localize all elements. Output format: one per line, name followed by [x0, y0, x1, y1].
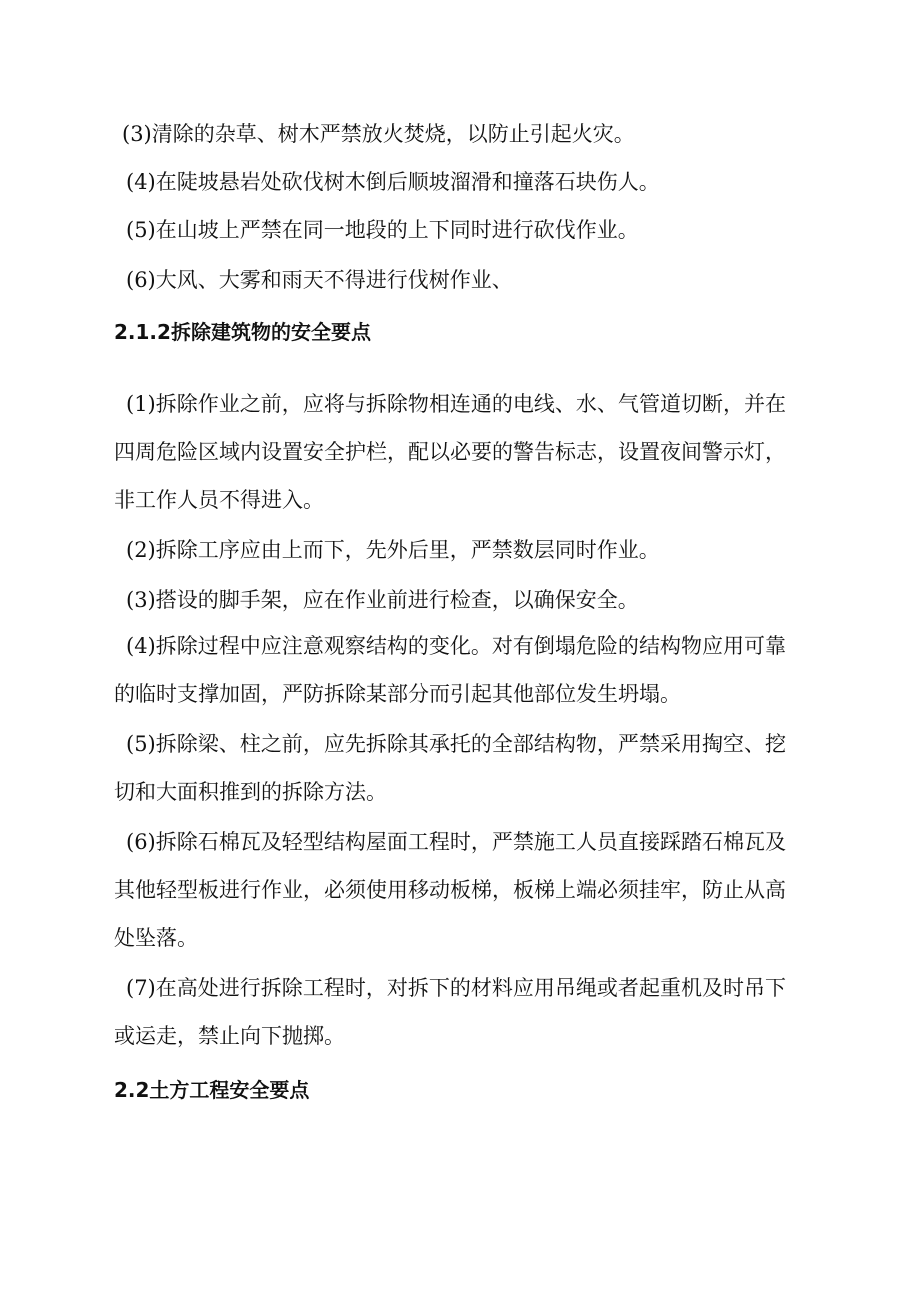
item-b1: (1)拆除作业之前，应将与拆除物相连通的电线、水、气管道切断，并在四周危险区域内设置安全护栏，配以必要的警告标志，设置夜间警示灯，非工作人员不得进入。: [114, 392, 786, 512]
section-heading-2-1-2: 2.1.2拆除建筑物的安全要点: [114, 320, 371, 344]
item-a3: (3)清除的杂草、树木严禁放火焚烧，以防止引起火灾。: [122, 122, 635, 146]
item-a4: (4)在陡坡悬岩处砍伐树木倒后顺坡溜滑和撞落石块伤人。: [126, 170, 660, 194]
item-a6: (6)大风、大雾和雨天不得进行伐树作业、: [126, 268, 513, 292]
item-b5: (5)拆除梁、柱之前，应先拆除其承托的全部结构物，严禁采用掏空、挖切和大面积推到的拆除方法。: [114, 732, 786, 804]
item-b6: (6)拆除石棉瓦及轻型结构屋面工程时，严禁施工人员直接踩踏石棉瓦及其他轻型板进行作业，必须使用移动板梯，板梯上端必须挂牢，防止从高处坠落。: [114, 830, 786, 950]
section-heading-2-2: 2.2土方工程安全要点: [114, 1078, 310, 1102]
item-b7: (7)在高处进行拆除工程时，对拆下的材料应用吊绳或者起重机及时吊下或运走，禁止向下抛掷。: [114, 976, 786, 1048]
item-a5: (5)在山坡上严禁在同一地段的上下同时进行砍伐作业。: [126, 218, 639, 242]
item-b2: (2)拆除工序应由上而下，先外后里，严禁数层同时作业。: [126, 538, 660, 562]
item-b4: (4)拆除过程中应注意观察结构的变化。对有倒塌危险的结构物应用可靠的临时支撑加固，严防拆除某部分而引起其他部位发生坍塌。: [114, 634, 786, 706]
item-b3: (3)搭设的脚手架，应在作业前进行检查，以确保安全。: [126, 588, 639, 612]
